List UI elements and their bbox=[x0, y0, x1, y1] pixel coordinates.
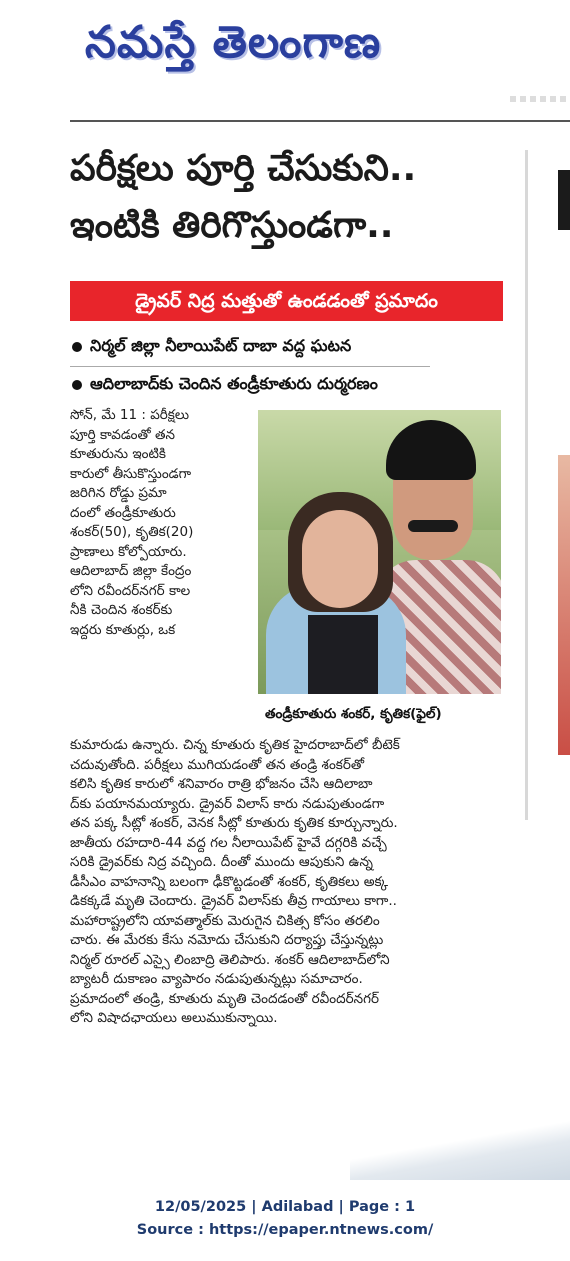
article-photo-father-daughter bbox=[258, 410, 501, 694]
body-line: జరిగిన రోడ్డు ప్రమా bbox=[70, 485, 167, 501]
body-line: ప్రాణాలు కోల్పోయారు. bbox=[70, 543, 187, 560]
article-body-narrow-column bbox=[70, 406, 250, 640]
adjacent-photo-fragment bbox=[558, 455, 570, 755]
newspaper-masthead: నమస్తే తెలంగాణ bbox=[85, 17, 382, 68]
subheadline-banner: డ్రైవర్ నిద్ర మత్తుతో ఉండడంతో ప్రమాదం bbox=[70, 281, 503, 321]
bullet-text-2: ఆదిలాబాద్‌కు చెందిన తండ్రీకూతురు దుర్మరణం bbox=[90, 374, 378, 393]
masthead-rule bbox=[70, 120, 570, 122]
body-line: కలిసి కృతిక కారులో శనివారం రాత్రి భోజనం చేసి ఆదిలాబా bbox=[70, 776, 373, 792]
body-line: ఇద్దరు కూతుర్లు, ఒక bbox=[70, 621, 176, 638]
headline-line-1: పరీక్షలు పూర్తి చేసుకుని.. bbox=[70, 148, 417, 189]
bullet-point-1 bbox=[72, 336, 351, 359]
body-line: లోని రవీందర్‌నగర్ కాల bbox=[70, 582, 191, 599]
article-headline bbox=[70, 140, 520, 254]
bullet-divider bbox=[70, 366, 430, 367]
body-line: నీకి చెందిన శంకర్‌కు bbox=[70, 602, 173, 618]
body-line: చారు. ఈ మేరకు కేసు నమోదు చేసుకుని దర్యాప్తు చేస్తున్నట్లు bbox=[70, 932, 384, 948]
body-line: చదువుతోంది. పరీక్షలు ముగియడంతో తన తండ్రి శంకర్‌తో bbox=[70, 756, 365, 773]
page-footer bbox=[0, 1196, 570, 1242]
bullet-dot-icon bbox=[72, 380, 82, 390]
column-divider bbox=[525, 150, 528, 820]
body-line: డికక్కడే మృతి చెందారు. డ్రైవర్ విలాస్‌కు తీవ్ర గాయాలు కాగా.. bbox=[70, 893, 397, 909]
body-line: సరికి డ్రైవర్‌కు నిద్ర వచ్చింది. దీంతో ముందు ఆపుకుని ఉన్న bbox=[70, 854, 373, 870]
body-line: ప్రమాదంలో తండ్రి, కూతురు మృతి చెందడంతో రవీందర్‌నగర్ bbox=[70, 990, 379, 1007]
body-line: తన పక్క సీట్లో శంకర్, వెనక సీట్లో కూతురు కృతిక కూర్చున్నారు. bbox=[70, 815, 398, 831]
body-line: పూర్తి కావడంతో తన bbox=[70, 426, 175, 443]
page-edge-decoration bbox=[350, 1120, 570, 1180]
body-line: కూతురును ఇంటికి bbox=[70, 446, 166, 462]
body-line: బ్యాటరీ దుకాణం వ్యాపారం నడుపుతున్నట్లు సమాచారం. bbox=[70, 971, 363, 987]
bullet-dot-icon bbox=[72, 342, 82, 352]
body-line: శంకర్(50), కృతిక(20) bbox=[70, 524, 194, 540]
body-line: కుమారుడు ఉన్నారు. చిన్న కూతురు కృతిక హైదరాబాద్‌లో బీటెక్ bbox=[70, 737, 400, 753]
article-body-wide-column bbox=[70, 736, 505, 1029]
body-line: సోన్, మే 11 : పరీక్షలు bbox=[70, 407, 190, 423]
photo-caption: తండ్రీకూతురు శంకర్, కృతిక(ఫైల్) bbox=[265, 706, 442, 722]
body-line: ఆదిలాబాద్ జిల్లా కేంద్రం bbox=[70, 563, 192, 579]
bullet-point-2 bbox=[72, 374, 378, 397]
body-line: దంలో తండ్రీకూతురు bbox=[70, 504, 176, 521]
body-line: డీసీఎం వాహనాన్ని బలంగా ఢీకొట్టడంతో శంకర్, కృతికలు అక్క bbox=[70, 873, 389, 890]
body-line: కారులో తీసుకొస్తుండగా bbox=[70, 465, 192, 482]
adjacent-article-fragment bbox=[558, 170, 570, 230]
body-line: జాతీయ రహదారి-44 వద్ద గల నీలాయిపేట్ హైవే దగ్గరికి వచ్చే bbox=[70, 834, 387, 851]
bullet-text-1: నిర్మల్ జిల్లా నీలాయిపేట్ దాబా వద్ద ఘటన bbox=[90, 336, 352, 355]
body-line: మహారాష్ట్రలోని యావత్మాల్‌కు మెరుగైన చికిత్స కోసం తరలిం bbox=[70, 912, 380, 929]
body-line: ద్‌కు పయానమయ్యారు. డ్రైవర్ విలాస్ కారు నడుపుతుండగా bbox=[70, 795, 385, 812]
headline-line-2: ఇంటికి తిరిగొస్తుండగా.. bbox=[70, 205, 394, 246]
body-line: నిర్మల్ రూరల్ ఎస్సై లింబాద్రి తెలిపారు. శంకర్ ఆదిలాబాద్‌లోని bbox=[70, 951, 390, 968]
body-line: లోని విషాదఛాయలు అలుముకున్నాయి. bbox=[70, 1010, 278, 1026]
footer-date-edition: 12/05/2025 | Adilabad | Page : 1 bbox=[154, 1199, 416, 1215]
masthead-edge-decoration bbox=[510, 96, 570, 102]
footer-source-link[interactable]: Source : https://epaper.ntnews.com/ bbox=[136, 1222, 434, 1238]
